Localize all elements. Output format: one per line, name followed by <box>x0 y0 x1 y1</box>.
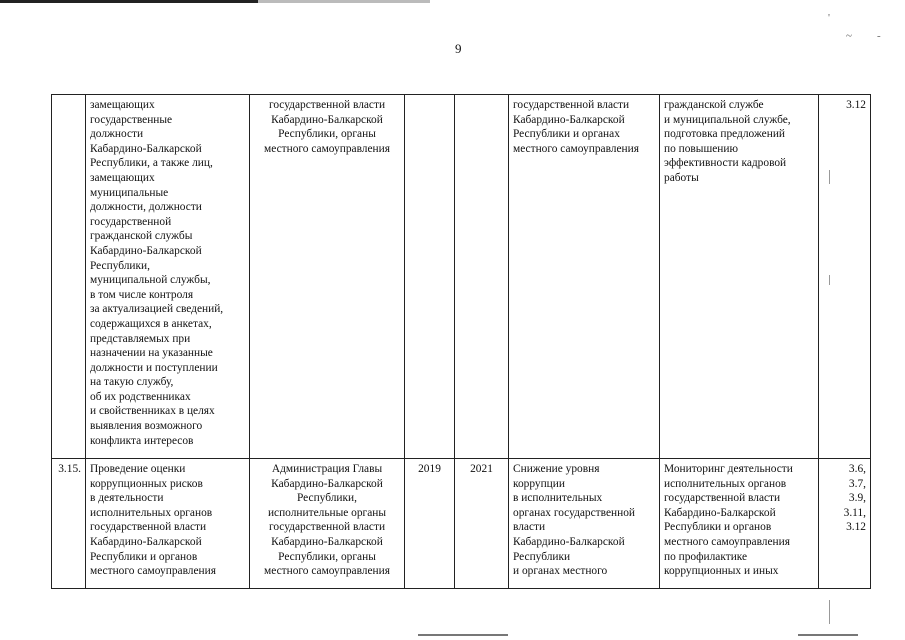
text-line: за актуализацией сведений, <box>90 303 224 316</box>
scan-artifact <box>798 634 858 636</box>
text-line: власти <box>513 521 546 534</box>
text-line: должности, должности <box>90 201 202 214</box>
text-line: местного самоуправления <box>264 565 390 578</box>
text-line: Проведение оценки <box>90 463 186 475</box>
text-line: органах государственной <box>513 506 635 519</box>
text-line: государственной власти <box>513 99 630 111</box>
text-line: замещающих <box>90 171 155 184</box>
scan-top-edge <box>0 0 430 3</box>
text-line: Кабардино-Балкарской <box>664 506 776 519</box>
cell-measure <box>86 459 250 589</box>
text-line: 3.11, <box>843 506 866 519</box>
text-line: Республики и органов <box>90 550 198 563</box>
scan-artifact: ' <box>828 12 830 24</box>
text-line: 3.6, <box>848 463 866 475</box>
cell-result <box>509 459 660 589</box>
text-line: Республики <box>513 550 571 563</box>
text-line: Кабардино-Балкарской <box>271 113 383 126</box>
table-row <box>52 459 871 589</box>
text-line: и свойственниках в целях <box>90 405 215 418</box>
text-line: Республики и органов <box>664 521 772 534</box>
page-number: 9 <box>455 41 462 56</box>
table-row <box>52 95 871 459</box>
text-line: 3.7, <box>848 477 866 490</box>
cell-number: 3.15. <box>52 459 86 589</box>
cell-indicator <box>660 459 819 589</box>
text-line: Администрация Главы <box>271 463 383 475</box>
text-line: и муниципальной службе, <box>664 113 791 126</box>
cell-executor <box>250 459 405 589</box>
text-line: Республики, органы <box>278 128 376 141</box>
cell-reference <box>819 459 871 589</box>
scan-artifact <box>829 275 830 285</box>
cell-executor <box>250 95 405 459</box>
text-line: Кабардино-Балкарской <box>90 535 202 548</box>
cell-result <box>509 95 660 459</box>
text-line: представляемых при <box>90 332 191 345</box>
cell-reference <box>819 95 871 459</box>
text-line: Кабардино-Балкарской <box>90 244 202 257</box>
text-line: государственной власти <box>268 99 386 111</box>
text-line: гражданской службы <box>90 230 193 243</box>
text-line: Республики, органы <box>278 550 376 563</box>
text-line: в деятельности <box>90 492 164 505</box>
text-line: в исполнительных <box>513 492 603 505</box>
text-line: Снижение уровня <box>513 463 600 475</box>
text-line: местного самоуправления <box>664 535 790 548</box>
text-line: гражданской службе <box>664 99 764 111</box>
text-line: Кабардино-Балкарской <box>513 535 625 548</box>
cell-indicator <box>660 95 819 459</box>
text-line: муниципальные <box>90 186 169 199</box>
scan-artifact <box>829 600 830 624</box>
text-line: 3.9, <box>848 492 866 505</box>
text-line: должности <box>90 128 144 141</box>
text-line: государственной власти <box>90 521 207 534</box>
text-line: государственной <box>90 215 172 228</box>
cell-number <box>52 95 86 459</box>
scan-artifact <box>829 170 830 184</box>
cell-year-end <box>455 95 509 459</box>
text-line: государственной власти <box>268 521 386 534</box>
text-line: Республики, <box>297 492 357 505</box>
text-line: Республики и органах <box>513 128 620 141</box>
cell-year-start <box>405 95 455 459</box>
text-line: на такую службу, <box>90 376 174 389</box>
text-line: в том числе контроля <box>90 288 194 301</box>
cell-year-end: 2021 <box>455 459 509 589</box>
text-line: работы <box>664 171 699 184</box>
text-line: коррупционных и иных <box>664 565 779 578</box>
text-line: должности и поступлении <box>90 361 218 374</box>
text-line: назначении на указанные <box>90 347 213 360</box>
text-line: по профилактике <box>664 550 748 563</box>
text-line: конфликта интересов <box>90 434 194 447</box>
text-line: Республики, а также лиц, <box>90 157 213 170</box>
text-line: исполнительных органов <box>664 477 787 490</box>
text-line: 3.12 <box>846 521 866 534</box>
text-line: Республики, <box>90 259 150 272</box>
text-line: и органах местного <box>513 565 608 578</box>
scan-artifact: ~ <box>846 30 852 42</box>
text-line: коррупции <box>513 477 565 490</box>
text-line: Кабардино-Балкарской <box>513 113 625 126</box>
text-line: Кабардино-Балкарской <box>271 535 383 548</box>
text-line: местного самоуправления <box>513 142 639 155</box>
text-line: государственной власти <box>664 492 781 505</box>
text-line: Мониторинг деятельности <box>664 463 793 475</box>
text-line: содержащихся в анкетах, <box>90 317 212 330</box>
text-line: 3.12 <box>846 99 866 111</box>
text-line: местного самоуправления <box>90 565 216 578</box>
cell-measure <box>86 95 250 459</box>
scan-artifact <box>418 634 508 636</box>
text-line: замещающих <box>90 99 155 111</box>
text-line: Кабардино-Балкарской <box>90 142 202 155</box>
measures-table <box>51 94 871 589</box>
text-line: местного самоуправления <box>264 142 390 155</box>
text-line: исполнительные органы <box>267 506 387 519</box>
text-line: муниципальной службы, <box>90 274 211 287</box>
text-line: исполнительных органов <box>90 506 213 519</box>
text-line: Кабардино-Балкарской <box>271 477 383 490</box>
scan-artifact: - <box>877 30 881 42</box>
cell-year-start: 2019 <box>405 459 455 589</box>
text-line: об их родственниках <box>90 390 191 403</box>
text-line: государственные <box>90 113 173 126</box>
text-line: коррупционных рисков <box>90 477 203 490</box>
text-line: эффективности кадровой <box>664 157 787 170</box>
text-line: по повышению <box>664 142 738 155</box>
text-line: подготовка предложений <box>664 128 786 141</box>
text-line: выявления возможного <box>90 420 203 433</box>
